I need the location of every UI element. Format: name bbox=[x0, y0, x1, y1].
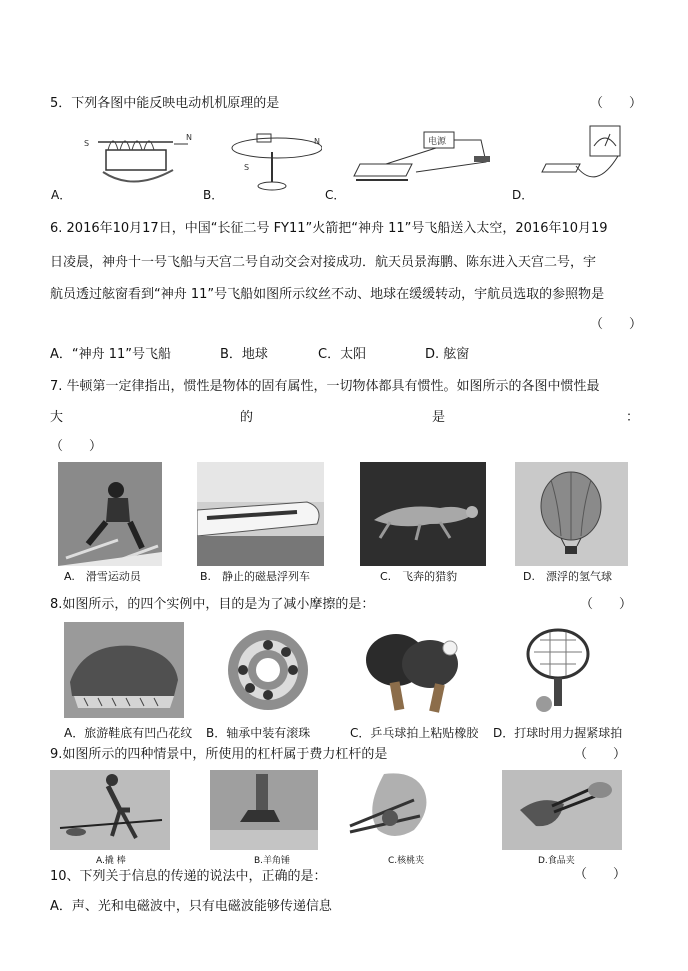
q8-caption-a: A．旅游鞋底有凹凸花纹 bbox=[64, 726, 193, 740]
q7-colon: ： bbox=[626, 410, 640, 425]
q9-image-crowbar bbox=[50, 770, 170, 850]
q5-figure-a bbox=[78, 122, 198, 194]
q5-figure-d bbox=[536, 122, 632, 194]
q7-word-de: 的 bbox=[240, 410, 254, 425]
q7-image-skier bbox=[58, 462, 162, 566]
q7-caption-a: A. 滑雪运动员 bbox=[64, 570, 141, 583]
svg-text:S: S bbox=[244, 163, 250, 172]
q6-line-2: 日凌晨，神舟十一号飞船与天宫二号自动交会对接成功．航天员景海鹏、陈东进入天宫二号，宇 bbox=[50, 255, 597, 270]
q7-image-cheetah bbox=[360, 462, 486, 566]
q9-caption-a: A.撬 棒 bbox=[96, 856, 126, 866]
q8-caption-b: B．轴承中装有滚珠 bbox=[206, 726, 311, 740]
q8-image-bearing bbox=[208, 622, 328, 718]
q5-option-d: D． bbox=[512, 188, 534, 202]
q10-option-a: A．声、光和电磁波中，只有电磁波能够传递信息 bbox=[50, 899, 332, 914]
q7-image-maglev-train bbox=[197, 462, 324, 566]
q8-image-pingpong-paddle bbox=[352, 622, 472, 718]
q9-image-nutcracker bbox=[344, 770, 462, 850]
q7-caption-c: C. 飞奔的猎豹 bbox=[380, 570, 458, 583]
q6-line-1: 6. 2016年10月17日，中国“长征二号 FY11”火箭把“神舟 11”号飞船送入太空，2016年10月19 bbox=[50, 221, 608, 236]
svg-text:N: N bbox=[186, 133, 192, 142]
q5-figure-c-power-label: 电源 bbox=[428, 137, 447, 147]
q5-stem: 5．下列各图中能反映电动机机原理的是 bbox=[50, 96, 280, 111]
q5-option-a: A． bbox=[51, 188, 72, 202]
q5-option-b: B． bbox=[203, 188, 224, 202]
q8-answer-paren: （ ） bbox=[580, 597, 633, 612]
q9-image-claw-hammer bbox=[210, 770, 318, 850]
q8-caption-c: C．乒乓球拍上粘贴橡胶 bbox=[350, 726, 479, 740]
q5-figure-b bbox=[222, 122, 322, 194]
q5-option-c: C． bbox=[325, 188, 346, 202]
q10-answer-paren: （ ） bbox=[574, 867, 627, 882]
q6-option-a: A．“神舟 11”号飞船 bbox=[50, 347, 172, 362]
q5-answer-paren: （ ） bbox=[590, 96, 643, 111]
q7-caption-d: D. 漂浮的氢气球 bbox=[523, 570, 612, 583]
q7-word-shi: 是 bbox=[432, 410, 446, 425]
q7-image-balloon bbox=[515, 462, 628, 566]
q7-word-da: 大 bbox=[50, 410, 64, 425]
q10-stem: 10、下列关于信息的传递的说法中，正确的是： bbox=[50, 869, 327, 884]
q9-image-food-tongs bbox=[502, 770, 622, 850]
q5-figure-c bbox=[346, 128, 501, 194]
q9-answer-paren: （ ） bbox=[574, 747, 627, 762]
svg-text:S: S bbox=[84, 139, 90, 148]
q7-caption-b: B. 静止的磁悬浮列车 bbox=[200, 570, 311, 583]
q7-line-1: 7. 牛顿第一定律指出，惯性是物体的固有属性，一切物体都具有惯性。如图所示的各图中惯性最 bbox=[50, 379, 600, 394]
svg-text:N: N bbox=[314, 137, 320, 146]
q9-caption-c: C.核桃夹 bbox=[388, 856, 425, 866]
q8-image-racket bbox=[500, 622, 620, 718]
q9-stem: 9.如图所示的四种情景中，所使用的杠杆属于费力杠杆的是 bbox=[50, 747, 388, 762]
q6-option-d: D. 舷窗 bbox=[425, 347, 470, 362]
q6-answer-paren: （ ） bbox=[590, 317, 643, 332]
q8-caption-d: D．打球时用力握紧球拍 bbox=[493, 726, 623, 740]
q8-image-shoe bbox=[64, 622, 184, 718]
q7-answer-paren: （ ） bbox=[50, 439, 103, 454]
q6-option-c: C．太阳 bbox=[318, 347, 367, 362]
q6-option-b: B．地球 bbox=[220, 347, 268, 362]
q9-caption-d: D.食品夹 bbox=[538, 856, 575, 866]
q6-line-3: 航员透过舷窗看到“神舟 11”号飞船如图所示纹丝不动、地球在缓缓转动，宇航员选取的参照物是 bbox=[50, 287, 605, 302]
q9-caption-b: B.羊角锤 bbox=[254, 856, 291, 866]
q8-stem: 8.如图所示，的四个实例中，目的是为了减小摩擦的是： bbox=[50, 597, 375, 612]
